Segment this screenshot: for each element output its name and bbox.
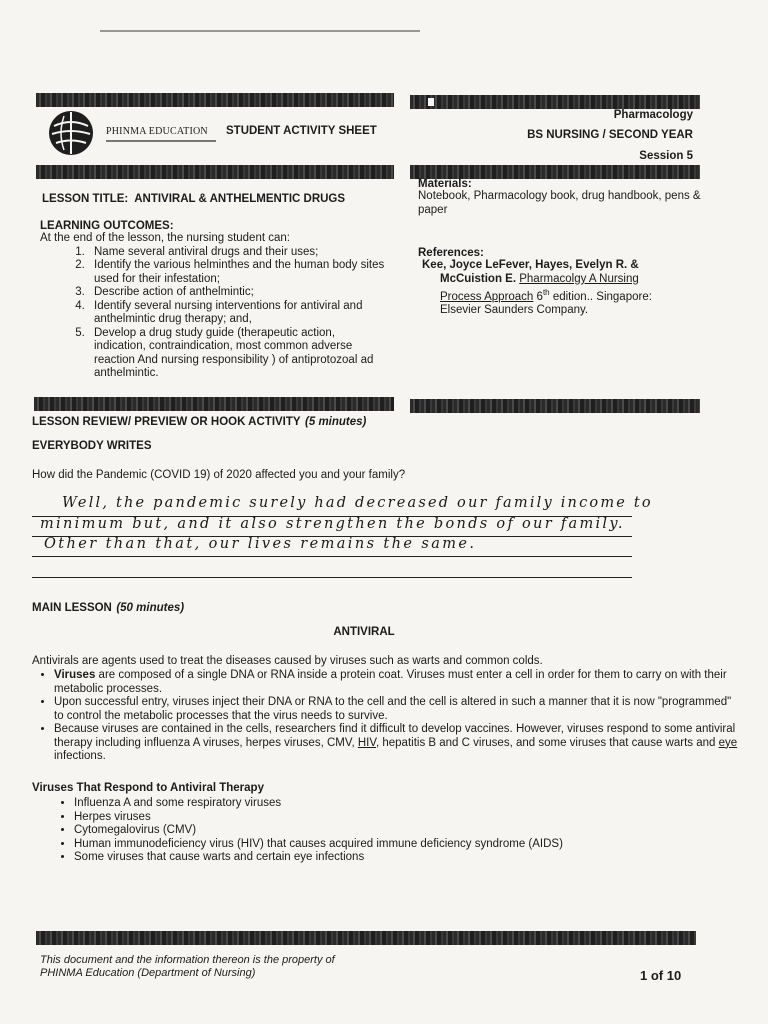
review-heading: LESSON REVIEW/ PREVIEW OR HOOK ACTIVITY <box>32 416 301 428</box>
main-lesson-time: (50 minutes) <box>116 602 185 614</box>
header-bar-bottom-left <box>36 165 394 179</box>
header-bar-bottom-right <box>410 165 700 179</box>
learning-outcomes <box>40 220 385 381</box>
reference-authors: Kee, Joyce LeFever, Hayes, Evelyn R. & McCuistion E. <box>422 259 639 285</box>
bullet-text-a: Because viruses are contained in the cells, researchers find it difficult to develop vaccines. However, viruses respond to some antiviral therapy including influenza A viruses, herpes viruses, CMV, <box>54 723 736 749</box>
respond-item: • Human immunodeficiency virus (HIV) that causes acquired immune deficiency syndrome (AIDS) <box>74 838 714 852</box>
lesson-title-row <box>42 193 345 205</box>
outcomes-intro: At the end of the lesson, the nursing student can: <box>40 232 290 244</box>
outcomes-heading: LEARNING OUTCOMES: <box>40 220 174 232</box>
program-name: BS NURSING / SECOND YEAR <box>527 129 693 141</box>
materials-block <box>418 178 708 217</box>
footer-bar <box>36 931 696 945</box>
bullet-item <box>54 723 742 764</box>
bullet-text-b: , hepatitis B and C viruses, and some viruses that cause warts and <box>375 736 719 749</box>
main-lesson-heading: MAIN LESSON <box>32 602 112 614</box>
reference-edition-number: 6 <box>536 290 543 303</box>
handwritten-answer-line: Well, the pandemic surely had decreased our family income to <box>62 495 653 511</box>
antiviral-bullets <box>32 669 742 764</box>
bullet-hiv-term: HIV <box>357 736 376 749</box>
answer-line <box>32 556 632 557</box>
bullet-item: • Upon successful entry, viruses inject their DNA or RNA to the cell and the cell is altered in such a manner that it is now "programmed" to control the metabolic processes that the virus needs to survive. <box>54 696 742 723</box>
bullet-text: are composed of a single DNA or RNA inside a protein coat. Viruses must enter a cell in order for them to carry on with their metabolic processes. <box>54 669 727 695</box>
outcome-item: 1. Name several antiviral drugs and their uses; <box>88 246 385 260</box>
lesson-title-label: LESSON TITLE: <box>42 193 129 205</box>
phinma-logo <box>48 110 228 158</box>
footer-note <box>40 954 335 980</box>
materials-text: Notebook, Pharmacology book, drug handbook, pens & paper <box>418 190 701 216</box>
references-block <box>418 247 680 318</box>
globe-icon <box>48 110 94 156</box>
scan-artifact-line <box>100 30 420 32</box>
bullet-bold-term: Viruses <box>54 669 96 681</box>
header-bar-right <box>410 95 700 109</box>
bullet-eye-term: eye <box>718 736 738 749</box>
section-bar-left <box>34 397 394 411</box>
handwritten-answer-line: minimum but, and it also strengthen the bonds of our family. <box>40 516 625 532</box>
reference-edition-suffix: th <box>542 288 550 297</box>
reference-edition-rest: edition.. Singapore: Elsevier Saunders Company. <box>440 290 652 317</box>
sheet-title: STUDENT ACTIVITY SHEET <box>226 125 377 137</box>
reference-citation <box>418 259 680 318</box>
respond-item: • Influenza A and some respiratory viruses <box>74 797 714 811</box>
review-time: (5 minutes) <box>305 416 367 428</box>
lesson-title: ANTIVIRAL & ANTHELMENTIC DRUGS <box>134 193 346 205</box>
materials-heading: Materials: <box>418 178 472 190</box>
respond-heading: Viruses That Respond to Antiviral Therapy <box>32 782 264 794</box>
footer-note-line: PHINMA Education (Department of Nursing) <box>40 967 256 979</box>
main-lesson-heading-row <box>32 598 184 616</box>
outcome-item: 5. Develop a drug study guide (therapeutic action, indication, contraindication, most common adverse reaction And nursing responsibility ) of antiprotozoal ad anthelmintic. <box>88 327 385 381</box>
outcomes-list <box>40 246 385 381</box>
bullet-item <box>54 669 742 696</box>
review-subheading: EVERYBODY WRITES <box>32 440 152 452</box>
session-number: Session 5 <box>639 150 693 162</box>
respond-list <box>52 797 714 865</box>
bullet-text-c: infections. <box>54 750 106 762</box>
header-bar-left <box>36 93 394 107</box>
review-heading-row <box>32 412 366 430</box>
page-number: 1 of 10 <box>640 968 682 983</box>
review-question: How did the Pandemic (COVID 19) of 2020 affected you and your family? <box>32 469 406 481</box>
respond-item: • Cytomegalovirus (CMV) <box>74 824 714 838</box>
outcome-item: 4. Identify several nursing interventions for antiviral and anthelmintic drug therapy; and, <box>88 300 385 327</box>
logo-tagline-line <box>106 140 216 142</box>
antiviral-intro: Antivirals are agents used to treat the diseases caused by viruses such as warts and common colds. <box>32 655 543 667</box>
respond-item: • Some viruses that cause warts and certain eye infections <box>74 851 714 865</box>
subject-name: Pharmacology <box>613 109 693 121</box>
references-heading: References: <box>418 247 484 259</box>
handwritten-answer-line: Other than that, our lives remains the same. <box>44 536 477 552</box>
outcome-item: 2. Identify the various helminthes and the human body sites used for their infestation; <box>88 259 385 286</box>
section-title-antiviral: ANTIVIRAL <box>333 626 395 638</box>
section-bar-right <box>410 399 700 413</box>
outcome-item: 3. Describe action of anthelmintic; <box>88 286 385 300</box>
respond-item: • Herpes viruses <box>74 811 714 825</box>
footer-note-line: This document and the information thereon is the property of <box>40 954 335 966</box>
answer-line <box>32 577 632 578</box>
logo-text: PHINMA EDUCATION <box>106 126 208 137</box>
reference-book-title: Pharmacolgy A Nursing Process Approach <box>440 272 639 303</box>
